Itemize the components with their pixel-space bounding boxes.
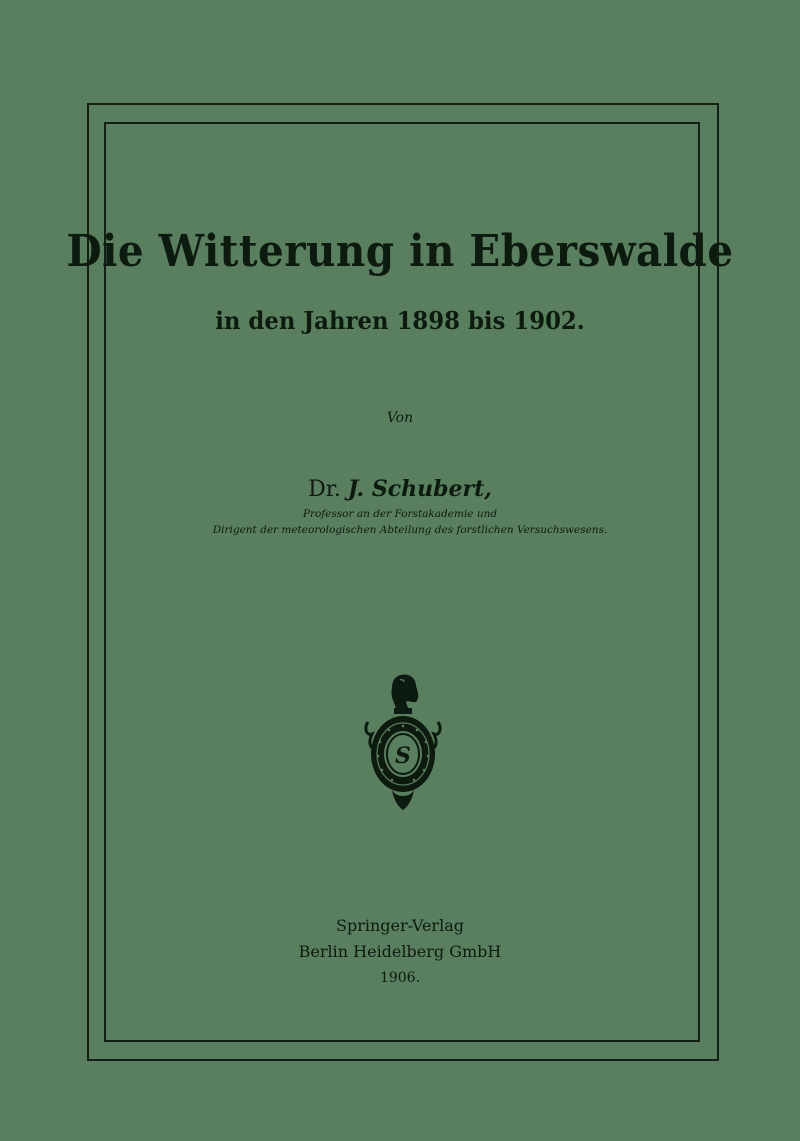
springer-horse-emblem-icon xyxy=(362,672,444,812)
author-prefix: Dr. xyxy=(308,477,341,502)
emblem-monogram: S xyxy=(395,743,411,769)
publisher-name: Springer-Verlag xyxy=(336,916,464,935)
author-name: J. Schubert, xyxy=(347,476,492,502)
by-label: Von xyxy=(386,410,414,426)
publisher-location: Berlin Heidelberg GmbH xyxy=(298,942,502,961)
author-affiliation-1: Professor an der Forstakademie und xyxy=(302,508,498,520)
book-title: Die Witterung in Eberswalde xyxy=(66,226,734,277)
author-line xyxy=(0,476,800,502)
author-affiliation-2: Dirigent der meteorologischen Abteilung des forstlichen Versuchswesens. xyxy=(212,524,608,536)
book-subtitle: in den Jahren 1898 bis 1902. xyxy=(215,306,585,335)
publication-year: 1906. xyxy=(379,970,421,986)
